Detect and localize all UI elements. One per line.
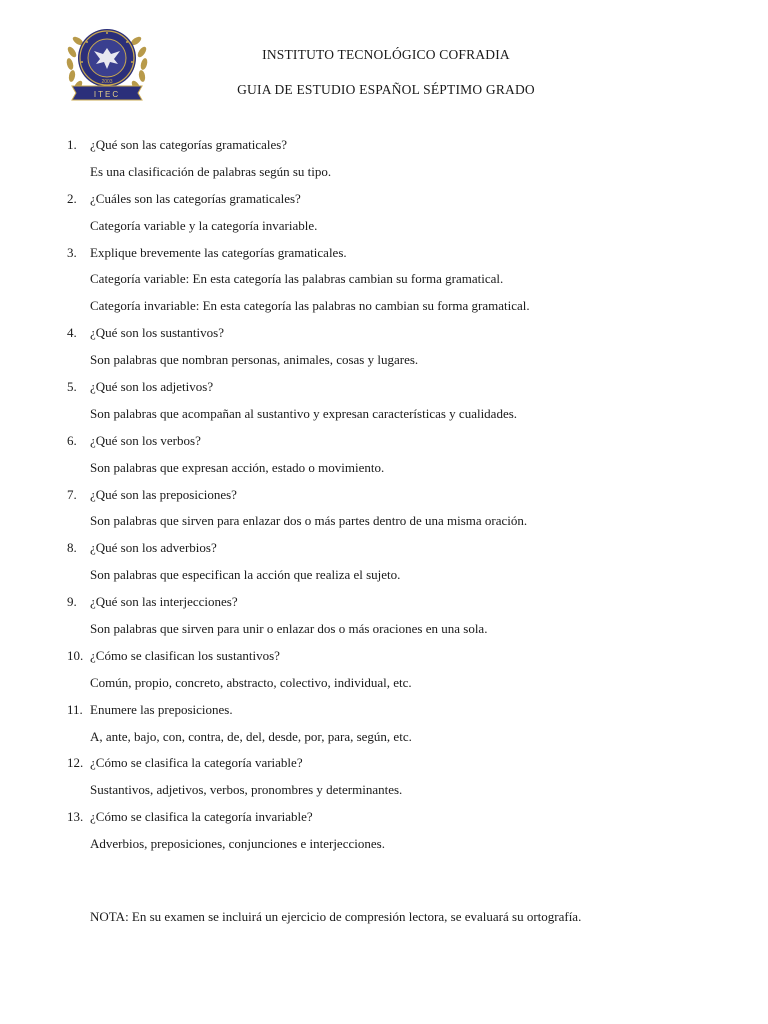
answer-text: Son palabras que sirven para enlazar dos o más partes dentro de una misma oración.	[90, 513, 528, 529]
question-row	[67, 428, 747, 455]
question-row	[67, 750, 747, 777]
document-subtitle: GUIA DE ESTUDIO ESPAÑOL SÉPTIMO GRADO	[237, 82, 535, 97]
question-row	[67, 132, 747, 159]
question-number: 13.	[67, 809, 84, 825]
answer-row	[67, 670, 747, 697]
question-text: ¿Qué son las preposiciones?	[90, 486, 237, 502]
answer-text: Categoría invariable: En esta categoría las palabras no cambian su forma gramatical.	[90, 298, 530, 314]
answer-row	[67, 159, 747, 186]
question-text: Explique brevemente las categorías gramaticales.	[90, 244, 347, 260]
question-number: 4.	[67, 325, 77, 341]
question-number: 2.	[67, 190, 77, 206]
answer-text: Categoría variable y la categoría invariable.	[90, 217, 318, 233]
question-number: 9.	[67, 594, 77, 610]
answer-text: Son palabras que expresan acción, estado o movimiento.	[90, 459, 385, 475]
question-number: 8.	[67, 540, 77, 556]
answer-text: Es una clasificación de palabras según su tipo.	[90, 163, 332, 179]
question-text: ¿Qué son los sustantivos?	[90, 325, 224, 341]
answer-text: A, ante, bajo, con, contra, de, del, desde, por, para, según, etc.	[90, 728, 412, 744]
question-row	[67, 589, 747, 616]
answer-text: Sustantivos, adjetivos, verbos, pronombres y determinantes.	[90, 782, 403, 798]
question-text: ¿Qué son los verbos?	[90, 432, 201, 448]
answer-text: Son palabras que acompañan al sustantivo y expresan características y cualidades.	[90, 405, 518, 421]
question-text: ¿Cómo se clasifican los sustantivos?	[90, 647, 280, 663]
answer-row	[67, 508, 747, 535]
answer-row	[67, 266, 747, 293]
question-row	[67, 186, 747, 213]
question-text: ¿Qué son las categorías gramaticales?	[90, 137, 288, 152]
answer-row	[67, 401, 747, 428]
question-text: ¿Cómo se clasifica la categoría variable?	[90, 755, 303, 771]
question-row	[67, 804, 747, 831]
answer-row	[67, 562, 747, 589]
answer-row	[67, 455, 747, 482]
question-row	[67, 535, 747, 562]
question-number: 11.	[67, 701, 83, 717]
answer-row	[67, 347, 747, 374]
question-text: ¿Qué son las interjecciones?	[90, 594, 238, 610]
answer-text: Adverbios, preposiciones, conjunciones e interjecciones.	[90, 836, 385, 852]
question-row	[67, 374, 747, 401]
question-row	[67, 240, 747, 267]
answer-row	[67, 831, 747, 858]
answer-row	[67, 777, 747, 804]
answer-row	[67, 293, 747, 320]
question-number: 5.	[67, 379, 77, 395]
question-row	[67, 643, 747, 670]
question-list	[67, 132, 747, 858]
answer-row	[67, 213, 747, 240]
answer-text: Común, propio, concreto, abstracto, colectivo, individual, etc.	[90, 674, 412, 690]
question-number: 6.	[67, 432, 77, 448]
question-text: ¿Qué son los adverbios?	[90, 540, 217, 556]
question-number: 7.	[67, 486, 77, 502]
answer-text: Son palabras que nombran personas, animales, cosas y lugares.	[90, 352, 419, 368]
answer-text: Son palabras que sirven para unir o enlazar dos o más oraciones en una sola.	[90, 621, 488, 637]
question-number: 10.	[67, 647, 84, 663]
question-text: ¿Cuáles son las categorías gramaticales?	[90, 190, 301, 206]
question-text: Enumere las preposiciones.	[90, 701, 233, 717]
answer-row	[67, 616, 747, 643]
question-row	[67, 482, 747, 509]
answer-text: Categoría variable: En esta categoría las palabras cambian su forma gramatical.	[90, 271, 504, 287]
question-row	[67, 320, 747, 347]
institution-title: INSTITUTO TECNOLÓGICO COFRADIA	[262, 47, 510, 62]
question-number: 1.	[67, 137, 77, 152]
question-text: ¿Cómo se clasifica la categoría invariable?	[90, 809, 313, 825]
question-row	[67, 697, 747, 724]
answer-row	[67, 724, 747, 751]
note-text: NOTA: En su examen se incluirá un ejercicio de compresión lectora, se evaluará su ortografía.	[90, 909, 582, 924]
question-text: ¿Qué son los adjetivos?	[90, 379, 214, 395]
svg-text:2003: 2003	[101, 79, 113, 85]
svg-text:ITEC: ITEC	[93, 90, 121, 99]
question-number: 12.	[67, 755, 84, 771]
question-number: 3.	[67, 244, 77, 260]
answer-text: Son palabras que especifican la acción que realiza el sujeto.	[90, 567, 401, 583]
